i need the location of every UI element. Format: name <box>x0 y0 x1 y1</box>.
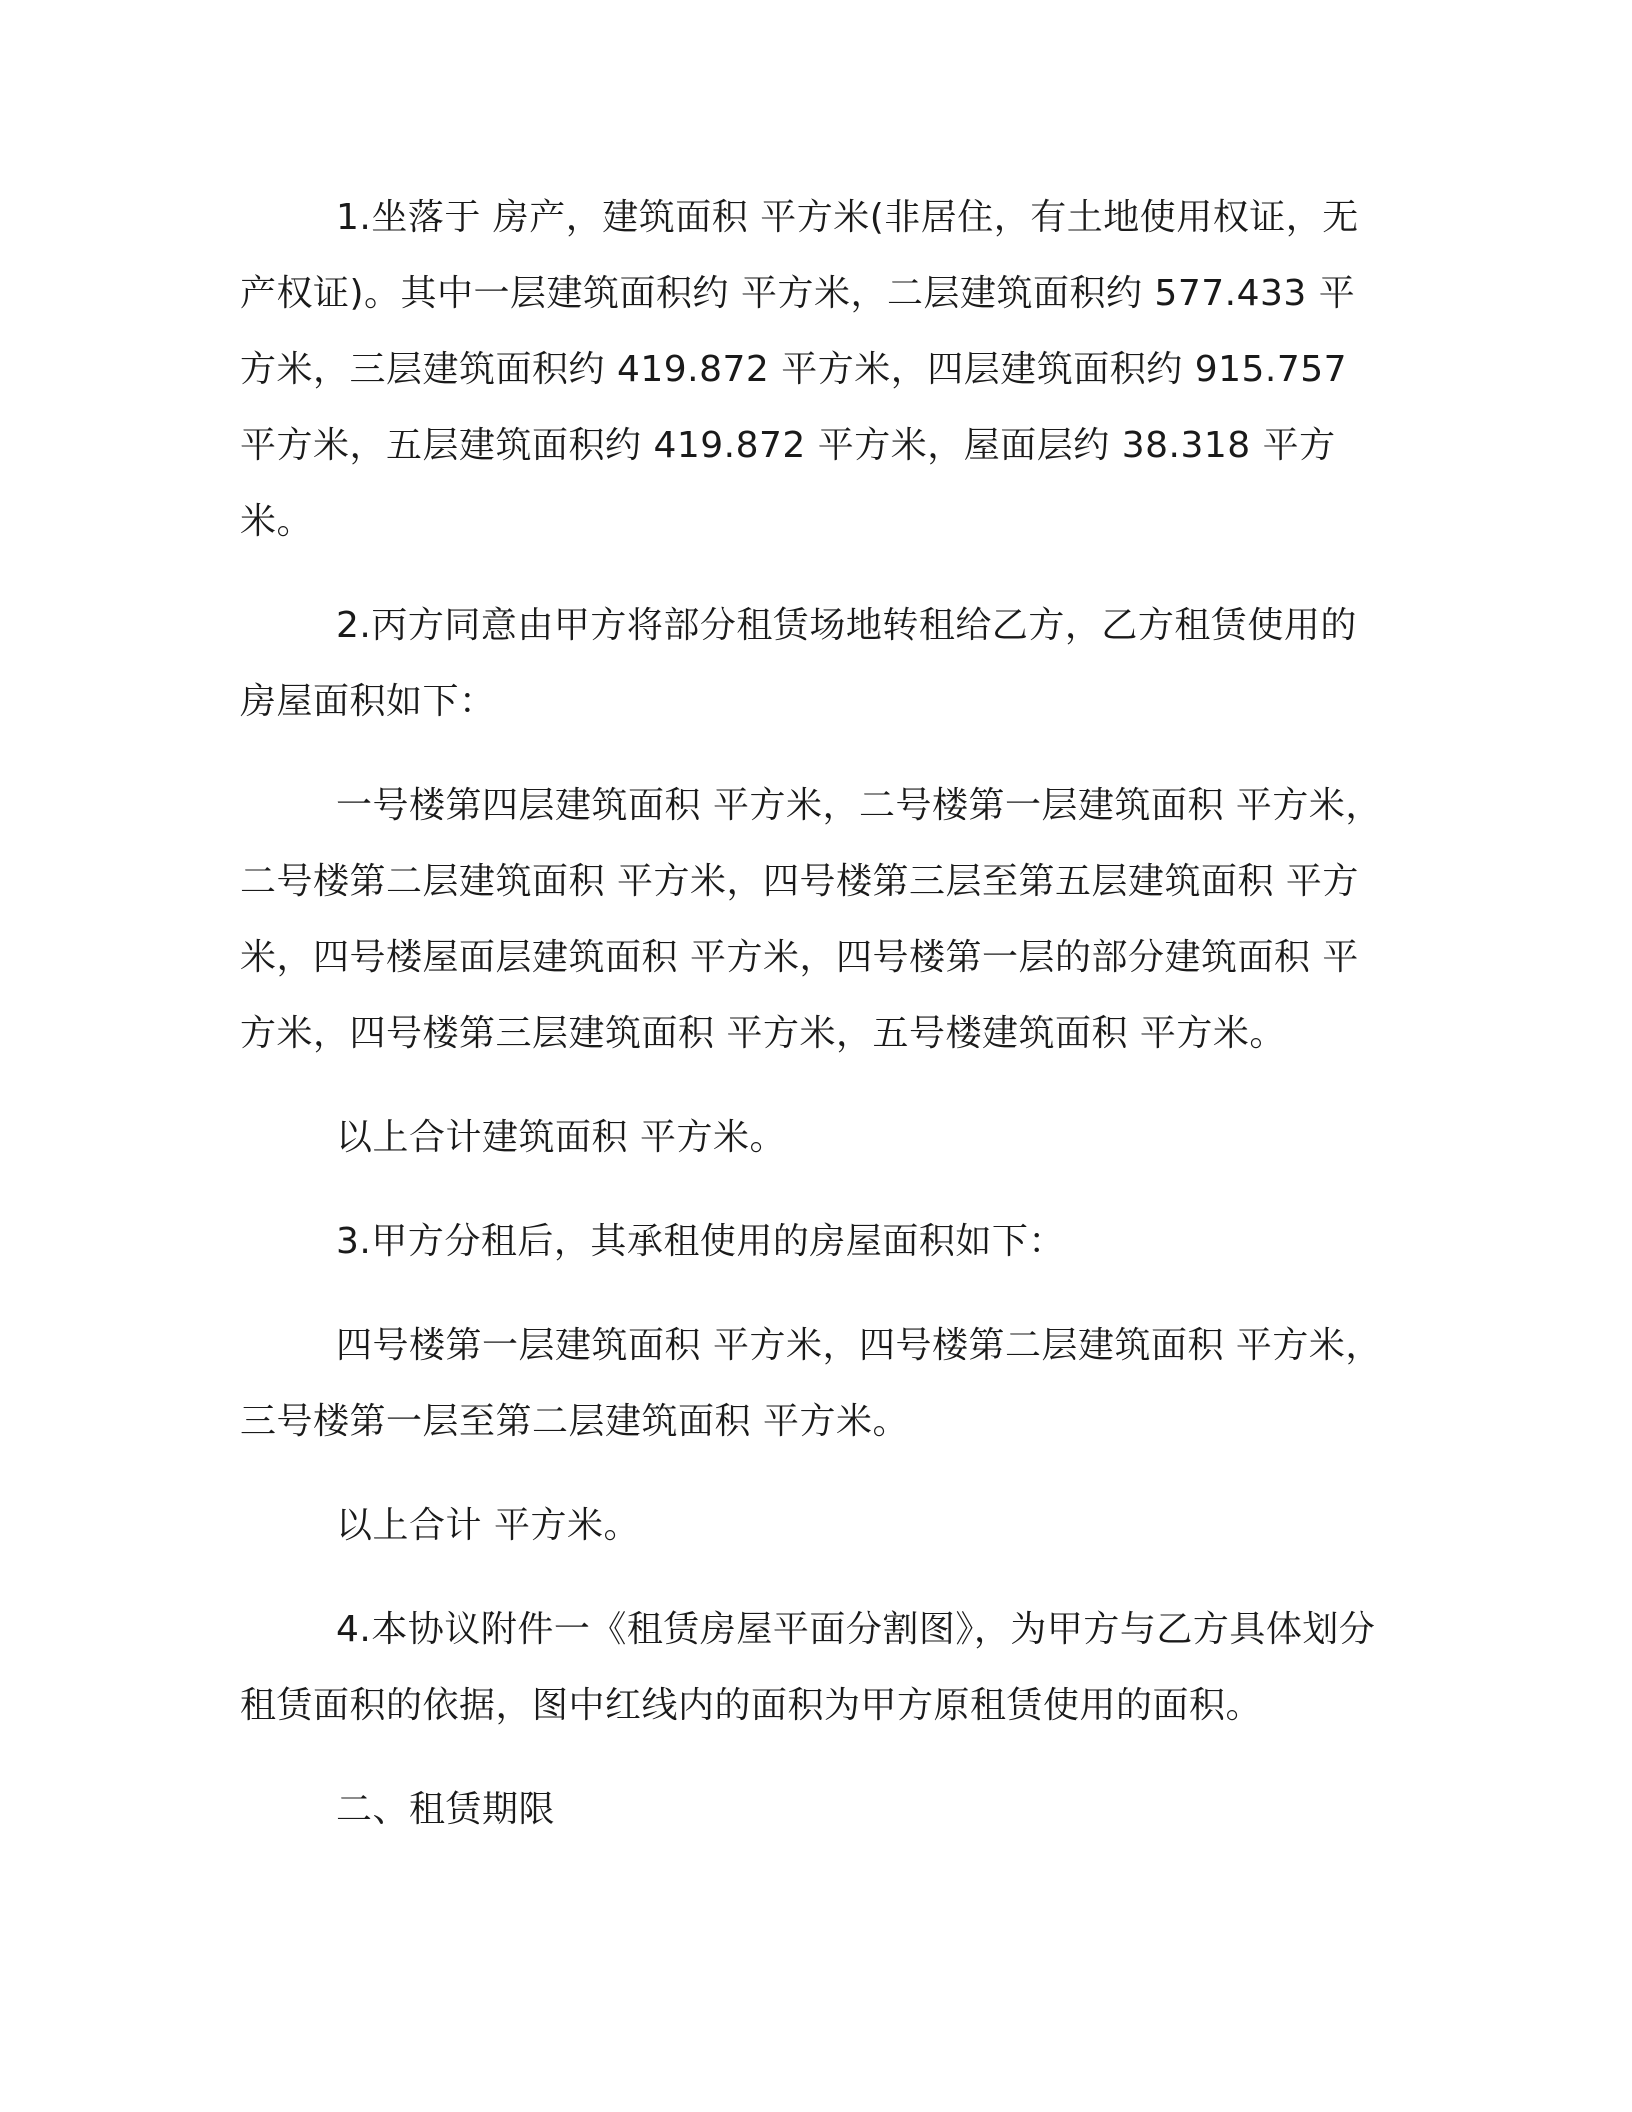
paragraph-4-attachment: 4.本协议附件一《租赁房屋平面分割图》，为甲方与乙方具体划分租赁面积的依据，图中红线内的面积为甲方原租赁使用的面积。 <box>240 1609 1376 1726</box>
document-body <box>240 180 1390 1848</box>
paragraph-1-location: 1.坐落于 房产，建筑面积 平方米(非居住，有土地使用权证，无产权证)。其中一层建筑面积约 平方米，二层建筑面积约 577.433 平方米，三层建筑面积约 419.872 平方米，四层建筑面积约 915.757 平方米，五层建筑面积约 419.872 平方米，屋面层约 38.318 平方米。 <box>240 197 1359 542</box>
paragraph-3-total: 以上合计 平方米。 <box>336 1505 640 1546</box>
paragraph-2-total: 以上合计建筑面积 平方米。 <box>336 1117 786 1158</box>
section-heading-lease-term: 二、租赁期限 <box>336 1789 556 1830</box>
paragraph-2-sublease-areas: 一号楼第四层建筑面积 平方米，二号楼第一层建筑面积 平方米，二号楼第二层建筑面积 平方米，四号楼第三层至第五层建筑面积 平方米，四号楼屋面层建筑面积 平方米，四号楼第一层的部分建筑面积 平方米，四号楼第三层建筑面积 平方米，五号楼建筑面积 平方米。 <box>240 785 1382 1054</box>
paragraph-3-retained-areas-intro: 3.甲方分租后，其承租使用的房屋面积如下： <box>336 1221 1065 1262</box>
paragraph-2-sublease-consent: 2.丙方同意由甲方将部分租赁场地转租给乙方，乙方租赁使用的房屋面积如下： <box>240 605 1357 722</box>
paragraph-3-retained-areas: 四号楼第一层建筑面积 平方米，四号楼第二层建筑面积 平方米，三号楼第一层至第二层建筑面积 平方米。 <box>240 1325 1382 1442</box>
